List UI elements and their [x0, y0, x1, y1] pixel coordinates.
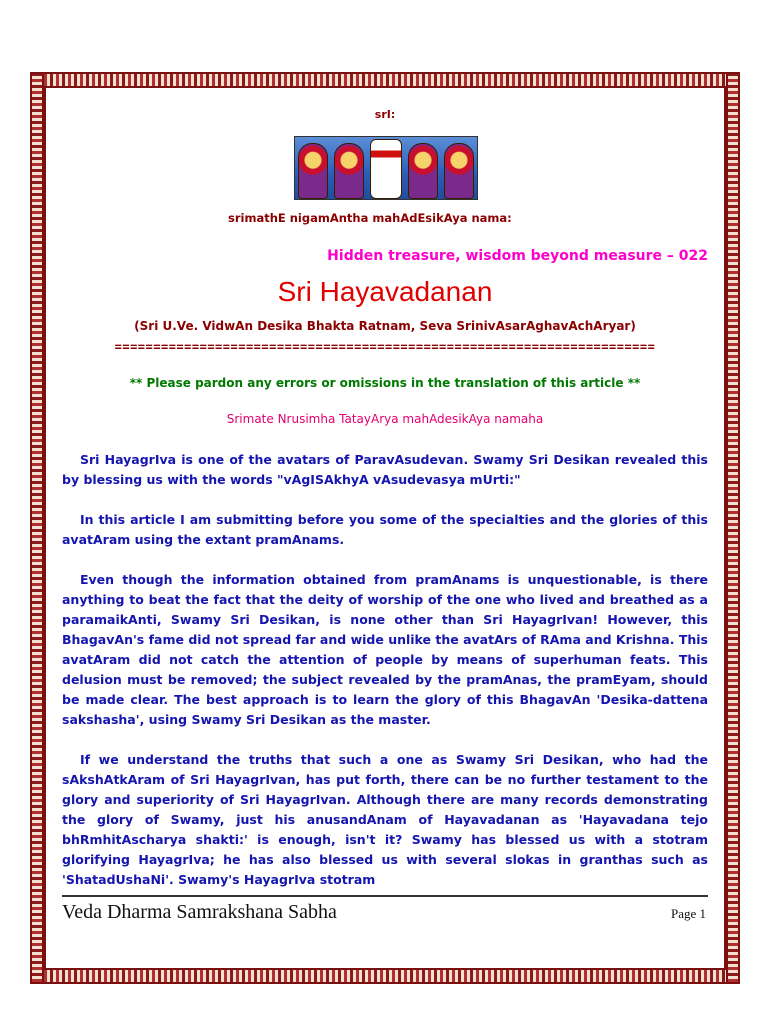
- separator-line: ======================================================================: [114, 340, 656, 354]
- footer-publisher: Veda Dharma Samrakshana Sabha: [62, 901, 337, 923]
- paragraph: Even though the information obtained from pramAnams is unquestionable, is there anything to beat the fact that the deity of worship of the one who lived and breathed as a paramaikAnti, Swamy Sri Desikan, is none other than Sri HayagrIvan! However, this BhagavAn's fame did not spread far and wide unlike the avatArs of RAma and Krishna. This avatAram did not catch the attention of people by means of superhuman feats. This delusion must be removed; the subject revealed by the pramAnas, the pramEyam, should be made clear. The best approach is to learn the glory of this BhagavAn 'Desika-dattena sakshasha', using Swamy Sri Desikan as the master.: [62, 572, 708, 727]
- invocation: Srimate Nrusimha TatayArya mahAdesikAya namaha: [226, 412, 544, 426]
- salutation: srimathE nigamAntha mahAdEsikAya nama:: [228, 211, 512, 225]
- article-body: [62, 450, 708, 910]
- page-title: Sri Hayavadanan: [277, 276, 493, 307]
- deity-image: [294, 136, 478, 200]
- page-number: Page 1: [670, 906, 706, 921]
- author-line: (Sri U.Ve. VidwAn Desika Bhakta Ratnam, Seva SrinivAsarAghavAchAryar): [134, 319, 636, 333]
- decorative-border-right: [726, 72, 740, 984]
- pardon-note: ** Please pardon any errors or omissions in the translation of this article **: [129, 376, 641, 390]
- tirunamam-icon: [370, 139, 402, 199]
- paragraph: Sri HayagrIva is one of the avatars of ParavAsudevan. Swamy Sri Desikan revealed this by blessing us with the words "vAgISAkhyA vAsudevasya mUrti:": [62, 452, 708, 487]
- sri-heading: srI:: [374, 108, 396, 121]
- paragraph: If we understand the truths that such a one as Swamy Sri Desikan, who had the sAkshAtkAram of Sri HayagrIvan, has put forth, there can be no further testament to the glory and superiority of Sri HayagrIvan. Although there are many records demonstrating the glory of Swamy, just his anusandAnam of Hayavadanan as 'Hayavadana tejo bhRmhitAscharya shakti:' is enough, isn't it? Swamy has blessed us with a stotram glorifying HayagrIva; he has also blessed us with several slokas in granthas such as 'ShatadUshaNi'. Swamy's HayagrIva stotram: [62, 752, 708, 887]
- deity-figure-icon: [408, 143, 438, 199]
- deity-figure-icon: [298, 143, 328, 199]
- deity-figure-icon: [444, 143, 474, 199]
- footer-divider: [62, 895, 708, 897]
- paragraph: In this article I am submitting before you some of the specialties and the glories of this avatAram using the extant pramAnams.: [62, 512, 708, 547]
- decorative-border-left: [30, 72, 44, 984]
- deity-figure-icon: [334, 143, 364, 199]
- series-title: Hidden treasure, wisdom beyond measure – 022: [327, 248, 708, 264]
